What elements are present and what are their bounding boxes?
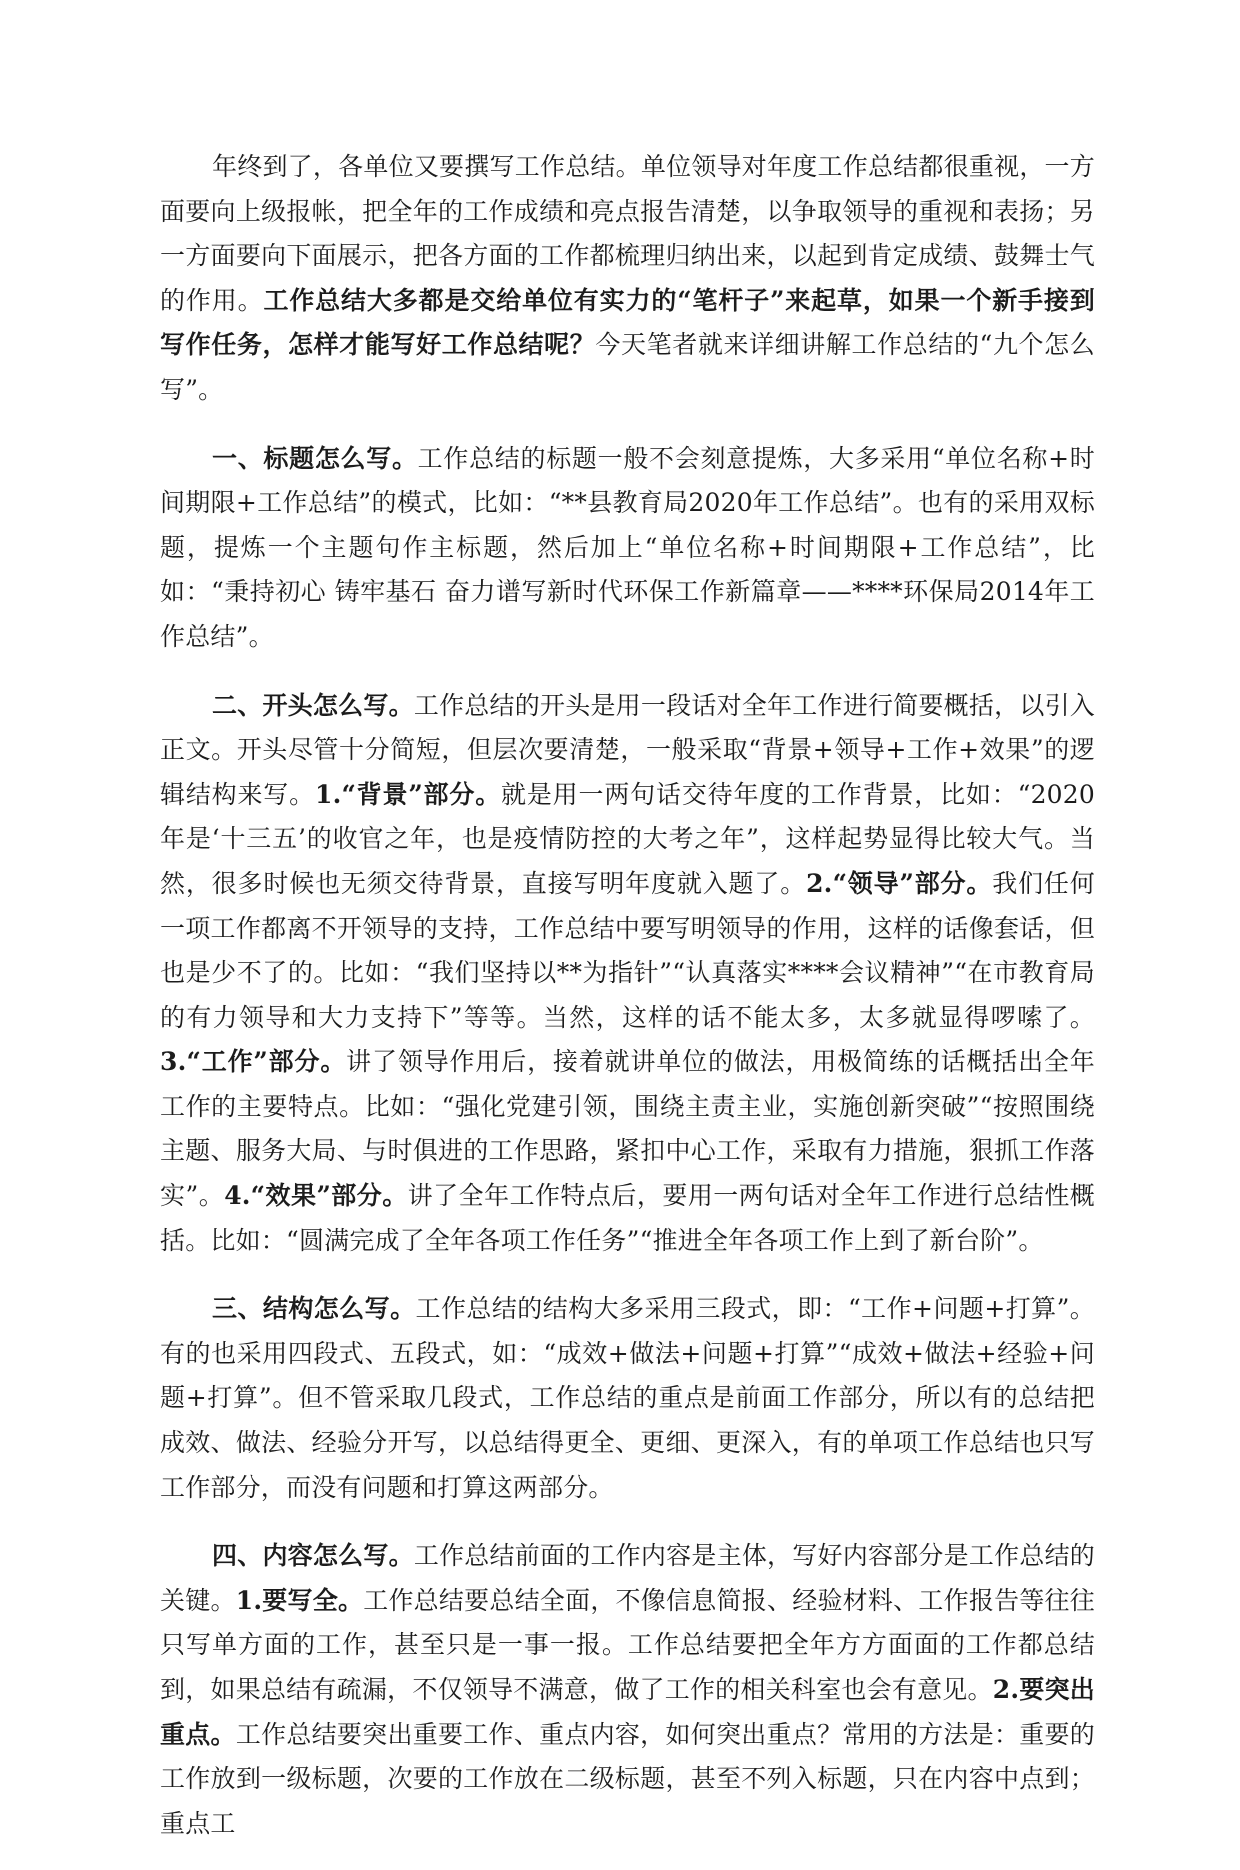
subheading-complete: 1.要写全。	[235, 1585, 364, 1615]
section-body-opening: 工作总结的开头是用一段话对全年工作进行简要概括，以引入正文。开头尽管十分简短，但层次要清楚，一般采取“背景+领导+工作+效果”的逻辑结构来写。	[160, 690, 1095, 809]
paragraph-opening-section	[160, 684, 1095, 1264]
section-body-structure: 工作总结的结构大多采用三段式，即：“工作+问题+打算”。有的也采用四段式、五段式，如：“成效+做法+问题+打算”“成效+做法+经验+问题+打算”。但不管采取几段式，工作总结的重点是前面工作部分，所以有的总结把成效、做法、经验分开写，以总结得更全、更细、更深入，有的单项工作总结也只写工作部分，而没有问题和打算这两部分。	[160, 1294, 1095, 1502]
intro-highlight: 工作总结大多都是交给单位有实力的“笔杆子”来起草，如果一个新手接到写作任务，怎样才能写好工作总结呢？	[160, 285, 1095, 360]
paragraph-intro	[160, 145, 1095, 413]
body-leadership: 我们任何一项工作都离不开领导的支持，工作总结中要写明领导的作用，这样的话像套话，但也是少不了的。比如：“我们坚持以**为指针”“认真落实****会议精神”“在市教育局的有力领导和大力支持下”等等。当然，这样的话不能太多，太多就显得啰嗦了。	[160, 868, 1095, 1032]
intro-text-end: 今天笔者就来详细讲解工作总结的“九个怎么写”。	[160, 330, 1095, 404]
subheading-effect: 4.“效果”部分。	[224, 1181, 408, 1211]
subheading-work: 3.“工作”部分。	[160, 1047, 347, 1077]
body-effect: 讲了全年工作特点后，要用一两句话对全年工作进行总结性概括。比如：“圆满完成了全年各项工作任务”“推进全年各项工作上到了新台阶”。	[160, 1181, 1095, 1255]
section-heading-content: 四、内容怎么写。	[212, 1541, 414, 1571]
section-heading-title: 一、标题怎么写。	[212, 443, 418, 473]
section-heading-opening: 二、开头怎么写。	[212, 690, 414, 720]
subheading-background: 1.“背景”部分。	[314, 779, 502, 809]
body-complete: 工作总结要总结全面，不像信息简报、经验材料、工作报告等往往只写单方面的工作，甚至只是一事一报。工作总结要把全年方方面面的工作都总结到，如果总结有疏漏，不仅领导不满意，做了工作的相关科室也会有意见。	[160, 1585, 1095, 1704]
subheading-leadership: 2.“领导”部分。	[806, 868, 993, 898]
paragraph-structure-section	[160, 1287, 1095, 1510]
intro-text: 年终到了，各单位又要撰写工作总结。单位领导对年度工作总结都很重视，一方面要向上级报帐，把全年的工作成绩和亮点报告清楚，以争取领导的重视和表扬；另一方面要向下面展示，把各方面的工作都梳理归纳出来，以起到肯定成绩、鼓舞士气的作用。	[160, 152, 1095, 315]
section-heading-structure: 三、结构怎么写。	[212, 1294, 416, 1324]
document-page	[160, 145, 1095, 1870]
section-body-content: 工作总结前面的工作内容是主体，写好内容部分是工作总结的关键。	[160, 1541, 1095, 1615]
paragraph-content-section	[160, 1534, 1095, 1846]
paragraph-title-section	[160, 437, 1095, 660]
section-body-title: 工作总结的标题一般不会刻意提炼，大多采用“单位名称+时间期限+工作总结”的模式，比如：“**县教育局2020年工作总结”。也有的采用双标题，提炼一个主题句作主标题，然后加上“单位名称+时间期限+工作总结”，比如：“秉持初心 铸牢基石 奋力谱写新时代环保工作新篇章——****环保局2014年工作总结”。	[160, 443, 1095, 651]
subheading-focus: 2.要突出重点。	[160, 1675, 1095, 1749]
body-background: 就是用一两句话交待年度的工作背景，比如：“2020年是‘十三五’的收官之年，也是疫情防控的大考之年”，这样起势显得比较大气。当然，很多时候也无须交待背景，直接写明年度就入题了。	[160, 779, 1095, 898]
body-focus: 工作总结要突出重要工作、重点内容，如何突出重点？常用的方法是：重要的工作放到一级标题，次要的工作放在二级标题，甚至不列入标题，只在内容中点到；重点工	[160, 1719, 1095, 1838]
body-work: 讲了领导作用后，接着就讲单位的做法，用极简练的话概括出全年工作的主要特点。比如：“强化党建引领，围绕主责主业，实施创新突破”“按照围绕主题、服务大局、与时俱进的工作思路，紧扣中心工作，采取有力措施，狠抓工作落实”。	[160, 1047, 1095, 1211]
